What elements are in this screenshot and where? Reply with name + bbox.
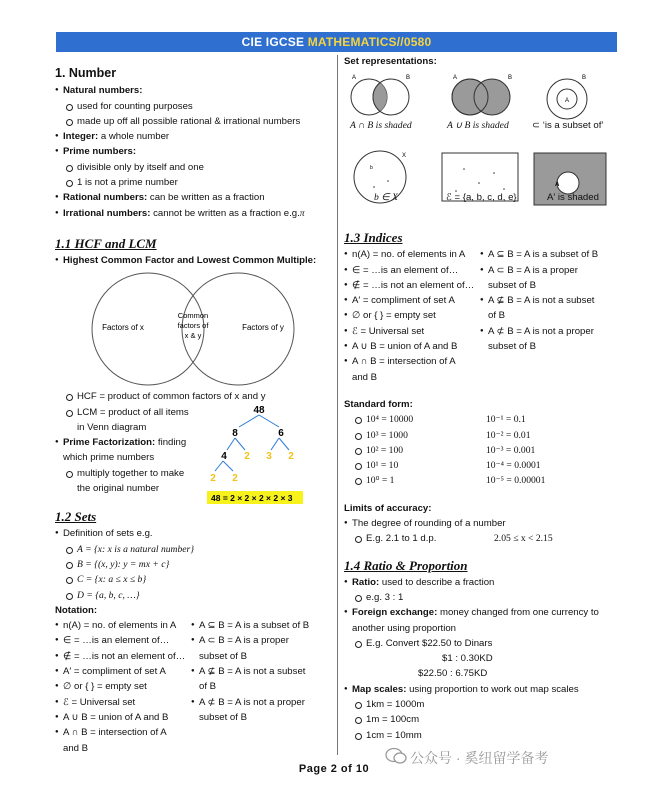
standard-form-table — [344, 412, 624, 488]
indices-left-8: ● A ∩ B = intersection of A — [344, 354, 480, 369]
notation-left-7: ● A ∪ B = union of A and B — [55, 710, 191, 725]
tree-node-6: 6 — [278, 427, 284, 439]
notation-right-7: subset of B — [199, 711, 247, 723]
notation-left-2: ● ∈ = …is an element of… — [55, 633, 191, 648]
banner-subject: MATHEMATICS//0580 — [307, 35, 432, 49]
set-representations-title: Set representations: — [344, 56, 437, 67]
natural-sub-1: used for counting purposes — [55, 99, 333, 114]
indices-left-2: ● ∈ = …is an element of… — [344, 263, 480, 278]
notation-right-2: ● A ⊂ B = A is a proper — [191, 633, 331, 648]
lcm-line-2: in Venn diagram — [77, 421, 147, 433]
tree-leaf-2c: 2 — [210, 472, 216, 484]
notation-right-1: ● A ⊆ B = A is a subset of B — [191, 618, 331, 633]
fx-calc-1: $1 : 0.30KD — [442, 653, 493, 665]
label-a-3: A — [565, 98, 570, 105]
notation-right-4: ● A ⊈ B = A is not a subset — [191, 664, 331, 679]
integer-item: ● Integer: a whole number — [55, 129, 333, 144]
tree-leaf-2b: 2 — [288, 450, 294, 462]
indices-left-6: ● ℰ = Universal set — [344, 324, 480, 339]
set-def-b: B = {(x, y): y = mx + c} — [55, 557, 333, 572]
map-item-1: 1km = 1000m — [344, 697, 624, 712]
caption-intersection: A ∩ B is shaded — [350, 120, 412, 131]
ratio-title: 1.4 Ratio & Proportion — [344, 557, 468, 573]
set-def-c: C = {x: a ≤ x ≤ b} — [55, 572, 333, 587]
notation-left-1: ● n(A) = no. of elements in A — [55, 618, 191, 633]
tree-result: 48 = 2 × 2 × 2 × 2 × 3 — [211, 492, 293, 503]
notation-left-4: ● A′ = compliment of set A — [55, 664, 191, 679]
rational-item: ● Rational numbers: can be written as a fraction — [55, 190, 333, 205]
subset-diagram — [547, 75, 587, 119]
accuracy-eg: E.g. 2.1 to 1 d.p. 2.05 ≤ x < 2.15 — [344, 531, 624, 546]
fx-calc-2: $22.50 : 6.75KD — [418, 668, 488, 680]
caption-subset: ⊂ ‘is a subset of’ — [532, 120, 604, 131]
ratio-item: ● Ratio: used to describe a fraction — [344, 575, 624, 590]
left-column — [55, 66, 333, 756]
pf-sub-1: multiply together to make — [55, 466, 333, 481]
intersection-diagram — [351, 75, 410, 115]
sf-right-2: 10⁻² = 0.01 — [486, 429, 531, 441]
label-b-1: B — [406, 75, 411, 82]
tree-leaf-2d: 2 — [232, 472, 238, 484]
prime-factorization-item: ● Prime Factorization: finding — [55, 435, 333, 450]
notation-left-8: ● A ∩ B = intersection of A — [55, 725, 191, 740]
right-column — [344, 54, 624, 743]
indices-left-7: ● A ∪ B = union of A and B — [344, 339, 480, 354]
factor-tree — [203, 401, 323, 511]
fx-eg: E.g. Convert $22.50 to Dinars — [344, 636, 624, 651]
indices-right-5: of B — [488, 310, 506, 322]
venn-mid-label-2: factors of — [177, 321, 209, 331]
indices-left-4: ● A′ = compliment of set A — [344, 293, 480, 308]
irrational-item: ● Irrational numbers: cannot be written as a fraction e.g.π — [55, 206, 333, 221]
indices-right-6: ● A ⊄ B = A is not a proper — [480, 324, 620, 339]
banner-title — [242, 35, 432, 49]
banner-course: CIE IGCSE — [241, 35, 308, 49]
notation-right-3: subset of B — [199, 650, 247, 662]
sf-right-3: 10⁻³ = 0.001 — [486, 444, 536, 456]
venn-left-label: Factors of x — [102, 323, 144, 333]
indices-right-4: ● A ⊈ B = A is not a subset — [480, 293, 620, 308]
hcf-venn-diagram — [73, 270, 313, 388]
hcf-lcm-item: ● Highest Common Factor and Lowest Common Multiple: — [55, 253, 333, 268]
sf-right-5: 10⁻⁵ = 0.00001 — [486, 475, 546, 487]
standard-form-title: Standard form: — [344, 398, 413, 410]
notation-left-5: ● ∅ or { } = empty set — [55, 679, 191, 694]
indices-title: 1.3 Indices — [344, 230, 403, 246]
caption-element: b ∈ X — [374, 192, 398, 203]
sf-right-4: 10⁻⁴ = 0.0001 — [486, 460, 541, 472]
set-def-d: D = {a, b, c, …} — [55, 588, 333, 603]
prime-numbers-item: ● Prime numbers: — [55, 144, 333, 159]
sf-left-4: 10¹ = 10 — [344, 458, 486, 473]
notation-list — [55, 618, 333, 756]
notation-label: Notation: — [55, 604, 98, 616]
indices-right-3: subset of B — [488, 279, 536, 291]
label-b-2: B — [508, 75, 513, 82]
tree-root: 48 — [253, 404, 265, 416]
prime-sub-2: 1 is not a prime number — [55, 175, 333, 190]
sets-def-item: ● Definition of sets e.g. — [55, 526, 333, 541]
label-x: X — [402, 153, 407, 160]
prime-sub-1: divisible only by itself and one — [55, 160, 333, 175]
notation-left-3: ● ∉ = …is not an element of… — [55, 649, 191, 664]
venn-mid-label-3: x & y — [184, 331, 202, 341]
map-item-3: 1cm = 10mm — [344, 728, 624, 743]
set-def-a: A = {x: x is a natural number} — [55, 542, 333, 557]
set-representations-diagrams — [344, 69, 624, 209]
notation-right-5: of B — [199, 681, 217, 693]
natural-sub-2: made up off all possible rational & irrational numbers — [55, 114, 333, 129]
indices-left-3: ● ∉ = …is not an element of… — [344, 278, 480, 293]
fx-item: ● Foreign exchange: money changed from one currency to — [344, 605, 624, 620]
label-a-4: A — [555, 182, 560, 189]
pf-sub-2: the original number — [77, 483, 160, 495]
accuracy-title: Limits of accuracy: — [344, 502, 432, 514]
caption-union: A ∪ B is shaded — [447, 120, 509, 131]
notation-left-9: and B — [63, 742, 89, 754]
sf-left-1: 10⁴ = 10000 — [344, 412, 486, 427]
label-b-dot: b — [370, 165, 373, 172]
label-b-3: B — [582, 75, 587, 82]
ratio-eg: e.g. 3 : 1 — [344, 590, 624, 605]
tree-node-4: 4 — [221, 450, 227, 462]
watermark-text: 公众号 · 奚纽留学备考 — [410, 750, 549, 766]
label-a-2: A — [453, 75, 458, 82]
map-item-2: 1m = 100cm — [344, 712, 624, 727]
indices-left-9: and B — [352, 371, 378, 383]
caption-universal: ℰ = {a, b, c, d, e} — [446, 192, 517, 203]
page-footer: Page 2 of 10 — [298, 763, 370, 775]
column-divider — [337, 55, 338, 755]
indices-left-5: ● ∅ or { } = empty set — [344, 308, 480, 323]
pf-text-2: which prime numbers — [63, 452, 155, 464]
notation-right-6: ● A ⊄ B = A is not a proper — [191, 695, 331, 710]
hcf-lcm-title: 1.1 HCF and LCM — [55, 235, 157, 251]
label-a-1: A — [352, 75, 357, 82]
indices-left-1: ● n(A) = no. of elements in A — [344, 247, 480, 262]
section-number-title: 1. Number — [55, 66, 117, 80]
indices-notation-list — [344, 247, 624, 385]
tree-leaf-3: 3 — [266, 450, 272, 462]
natural-numbers-item: ● Natural numbers: — [55, 83, 333, 98]
tree-node-8: 8 — [232, 427, 238, 439]
indices-right-1: ● A ⊆ B = A is a subset of B — [480, 247, 620, 262]
indices-right-7: subset of B — [488, 341, 536, 353]
union-diagram — [452, 75, 512, 115]
sf-left-5: 10⁰ = 1 — [344, 473, 486, 488]
indices-right-2: ● A ⊂ B = A is a proper — [480, 263, 620, 278]
accuracy-line: ● The degree of rounding of a number — [344, 516, 624, 531]
caption-complement: A′ is shaded — [547, 192, 599, 203]
map-scales-item: ● Map scales: using proportion to work out map scales — [344, 682, 624, 697]
accuracy-ineq: 2.05 ≤ x < 2.15 — [494, 533, 553, 545]
sf-right-1: 10⁻¹ = 0.1 — [486, 414, 526, 426]
sets-title: 1.2 Sets — [55, 509, 97, 525]
venn-right-label: Factors of y — [242, 323, 284, 333]
tree-leaf-2a: 2 — [244, 450, 250, 462]
lcm-line: LCM = product of all items — [55, 405, 333, 420]
sf-left-3: 10² = 100 — [344, 443, 486, 458]
hcf-line: HCF = product of common factors of x and y — [55, 389, 333, 404]
notation-left-6: ● ℰ = Universal set — [55, 695, 191, 710]
header-banner — [56, 32, 617, 52]
venn-mid-label-1: Common — [177, 311, 209, 321]
fx-text-2: another using proportion — [352, 622, 457, 634]
sf-left-2: 10³ = 1000 — [344, 428, 486, 443]
